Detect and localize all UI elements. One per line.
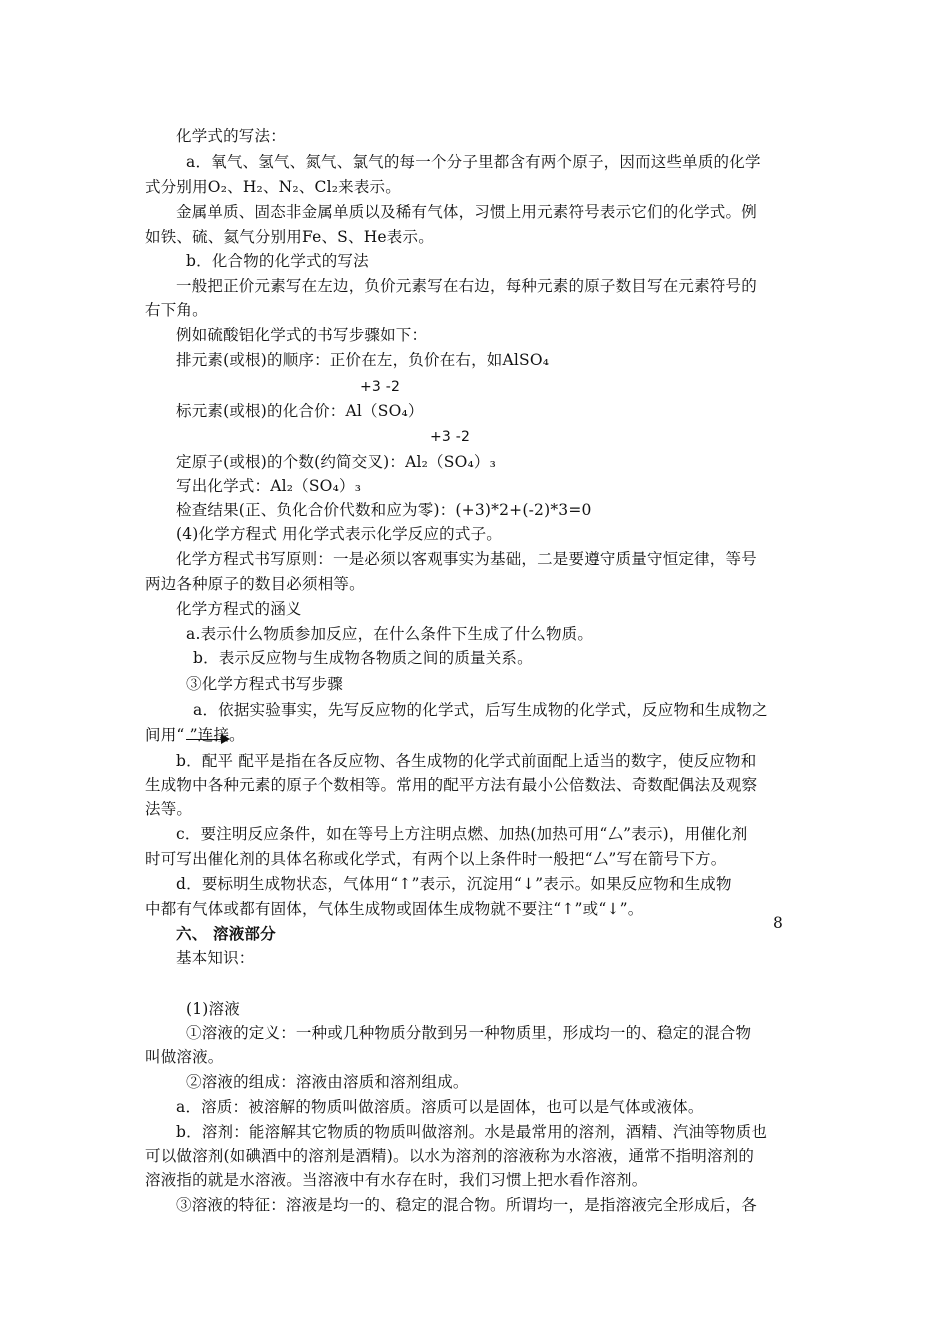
text-line: 写出化学式：Al₂（SO₄）₃	[176, 477, 362, 495]
text-line: 基本知识：	[176, 949, 255, 967]
text-line: 例如硫酸铝化学式的书写步骤如下：	[176, 326, 428, 344]
text-line: (4)化学方程式 用化学式表示化学反应的式子。	[176, 525, 502, 543]
text-line: b．化合物的化学式的写法	[186, 252, 369, 270]
text-line: d．要标明生成物状态，气体用“↑”表示，沉淀用“↓”表示。如果反应物和生成物	[176, 875, 732, 893]
text-line: 标元素(或根)的化合价：Al（SO₄）	[176, 402, 424, 420]
text-line: 叫做溶液。	[145, 1048, 224, 1066]
text-line: 式分别用O₂、H₂、N₂、Cl₂来表示。	[145, 178, 401, 196]
text-line: 可以做溶剂(如碘酒中的溶剂是酒精)。以水为溶剂的溶液称为水溶液，通常不指明溶剂的	[145, 1147, 755, 1165]
page-number: 8	[773, 914, 784, 932]
text-line: a．溶质：被溶解的物质叫做溶质。溶质可以是固体，也可以是气体或液体。	[176, 1098, 704, 1116]
text-line: a．氧气、氢气、氮气、氯气的每一个分子里都含有两个原子，因而这些单质的化学	[186, 153, 761, 171]
text-line: 时可写出催化剂的具体名称或化学式，有两个以上条件时一般把“厶”写在箭号下方。	[145, 850, 727, 868]
text-line: 溶液指的就是水溶液。当溶液中有水存在时，我们习惯上把水看作溶剂。	[145, 1171, 648, 1189]
text-line: 一般把正价元素写在左边，负价元素写在右边，每种元素的原子数目写在元素符号的	[176, 277, 757, 295]
text-line: 排元素(或根)的顺序：正价在左，负价在右，如AlSO₄	[176, 351, 550, 369]
text-line: ③溶液的特征：溶液是均一的、稳定的混合物。所谓均一，是指溶液完全形成后，各	[176, 1196, 757, 1214]
text-line: ①溶液的定义：一种或几种物质分散到另一种物质里，形成均一的、稳定的混合物	[186, 1024, 752, 1042]
text-line: 化学式的写法：	[176, 127, 286, 145]
text-line: 金属单质、固态非金属单质以及稀有气体，习惯上用元素符号表示它们的化学式。例	[176, 203, 757, 221]
text-line: 检查结果(正、负化合价代数和应为零)：(+3)*2+(-2)*3=0	[176, 501, 592, 519]
text-line: ②溶液的组成：溶液由溶质和溶剂组成。	[186, 1073, 469, 1091]
text-line: a.表示什么物质参加反应，在什么条件下生成了什么物质。	[186, 625, 594, 643]
text-line: b．溶剂：能溶解其它物质的物质叫做溶剂。水是最常用的溶剂，酒精、汽油等物质也	[176, 1123, 768, 1141]
text-line: b．表示反应物与生成物各物质之间的质量关系。	[193, 649, 533, 667]
text-line: +3 -2	[360, 379, 401, 395]
text-line: 间用“ ”连接。	[145, 726, 245, 744]
text-line: (1)溶液	[186, 1000, 240, 1018]
text-line: 右下角。	[145, 301, 208, 319]
text-line: 如铁、硫、氦气分别用Fe、S、He表示。	[145, 228, 434, 246]
yield-arrow-line	[186, 739, 224, 740]
text-line: 中都有气体或都有固体，气体生成物或固体生成物就不要注“↑”或“↓”。	[145, 900, 644, 918]
text-line: 两边各种原子的数目必须相等。	[145, 575, 365, 593]
text-line: 化学方程式的涵义	[176, 600, 302, 618]
section-heading: 六、 溶液部分	[176, 924, 276, 943]
text-line: a．依据实验事实，先写反应物的化学式，后写生成物的化学式，反应物和生成物之	[193, 701, 768, 719]
text-line: 法等。	[145, 800, 193, 818]
text-line: 化学方程式书写原则：一是必须以客观事实为基础，二是要遵守质量守恒定律，等号	[176, 550, 757, 568]
text-line: +3 -2	[430, 429, 471, 445]
yield-arrow-icon	[221, 734, 230, 744]
text-line: 生成物中各种元素的原子个数相等。常用的配平方法有最小公倍数法、奇数配偶法及观察	[145, 776, 758, 794]
text-line: ③化学方程式书写步骤	[186, 675, 344, 693]
text-line: b．配平 配平是指在各反应物、各生成物的化学式前面配上适当的数字，使反应物和	[176, 752, 757, 770]
text-line: c．要注明反应条件，如在等号上方注明点燃、加热(加热可用“厶”表示)，用催化剂	[176, 825, 748, 843]
text-line: 定原子(或根)的个数(约简交叉)：Al₂（SO₄）₃	[176, 453, 497, 471]
